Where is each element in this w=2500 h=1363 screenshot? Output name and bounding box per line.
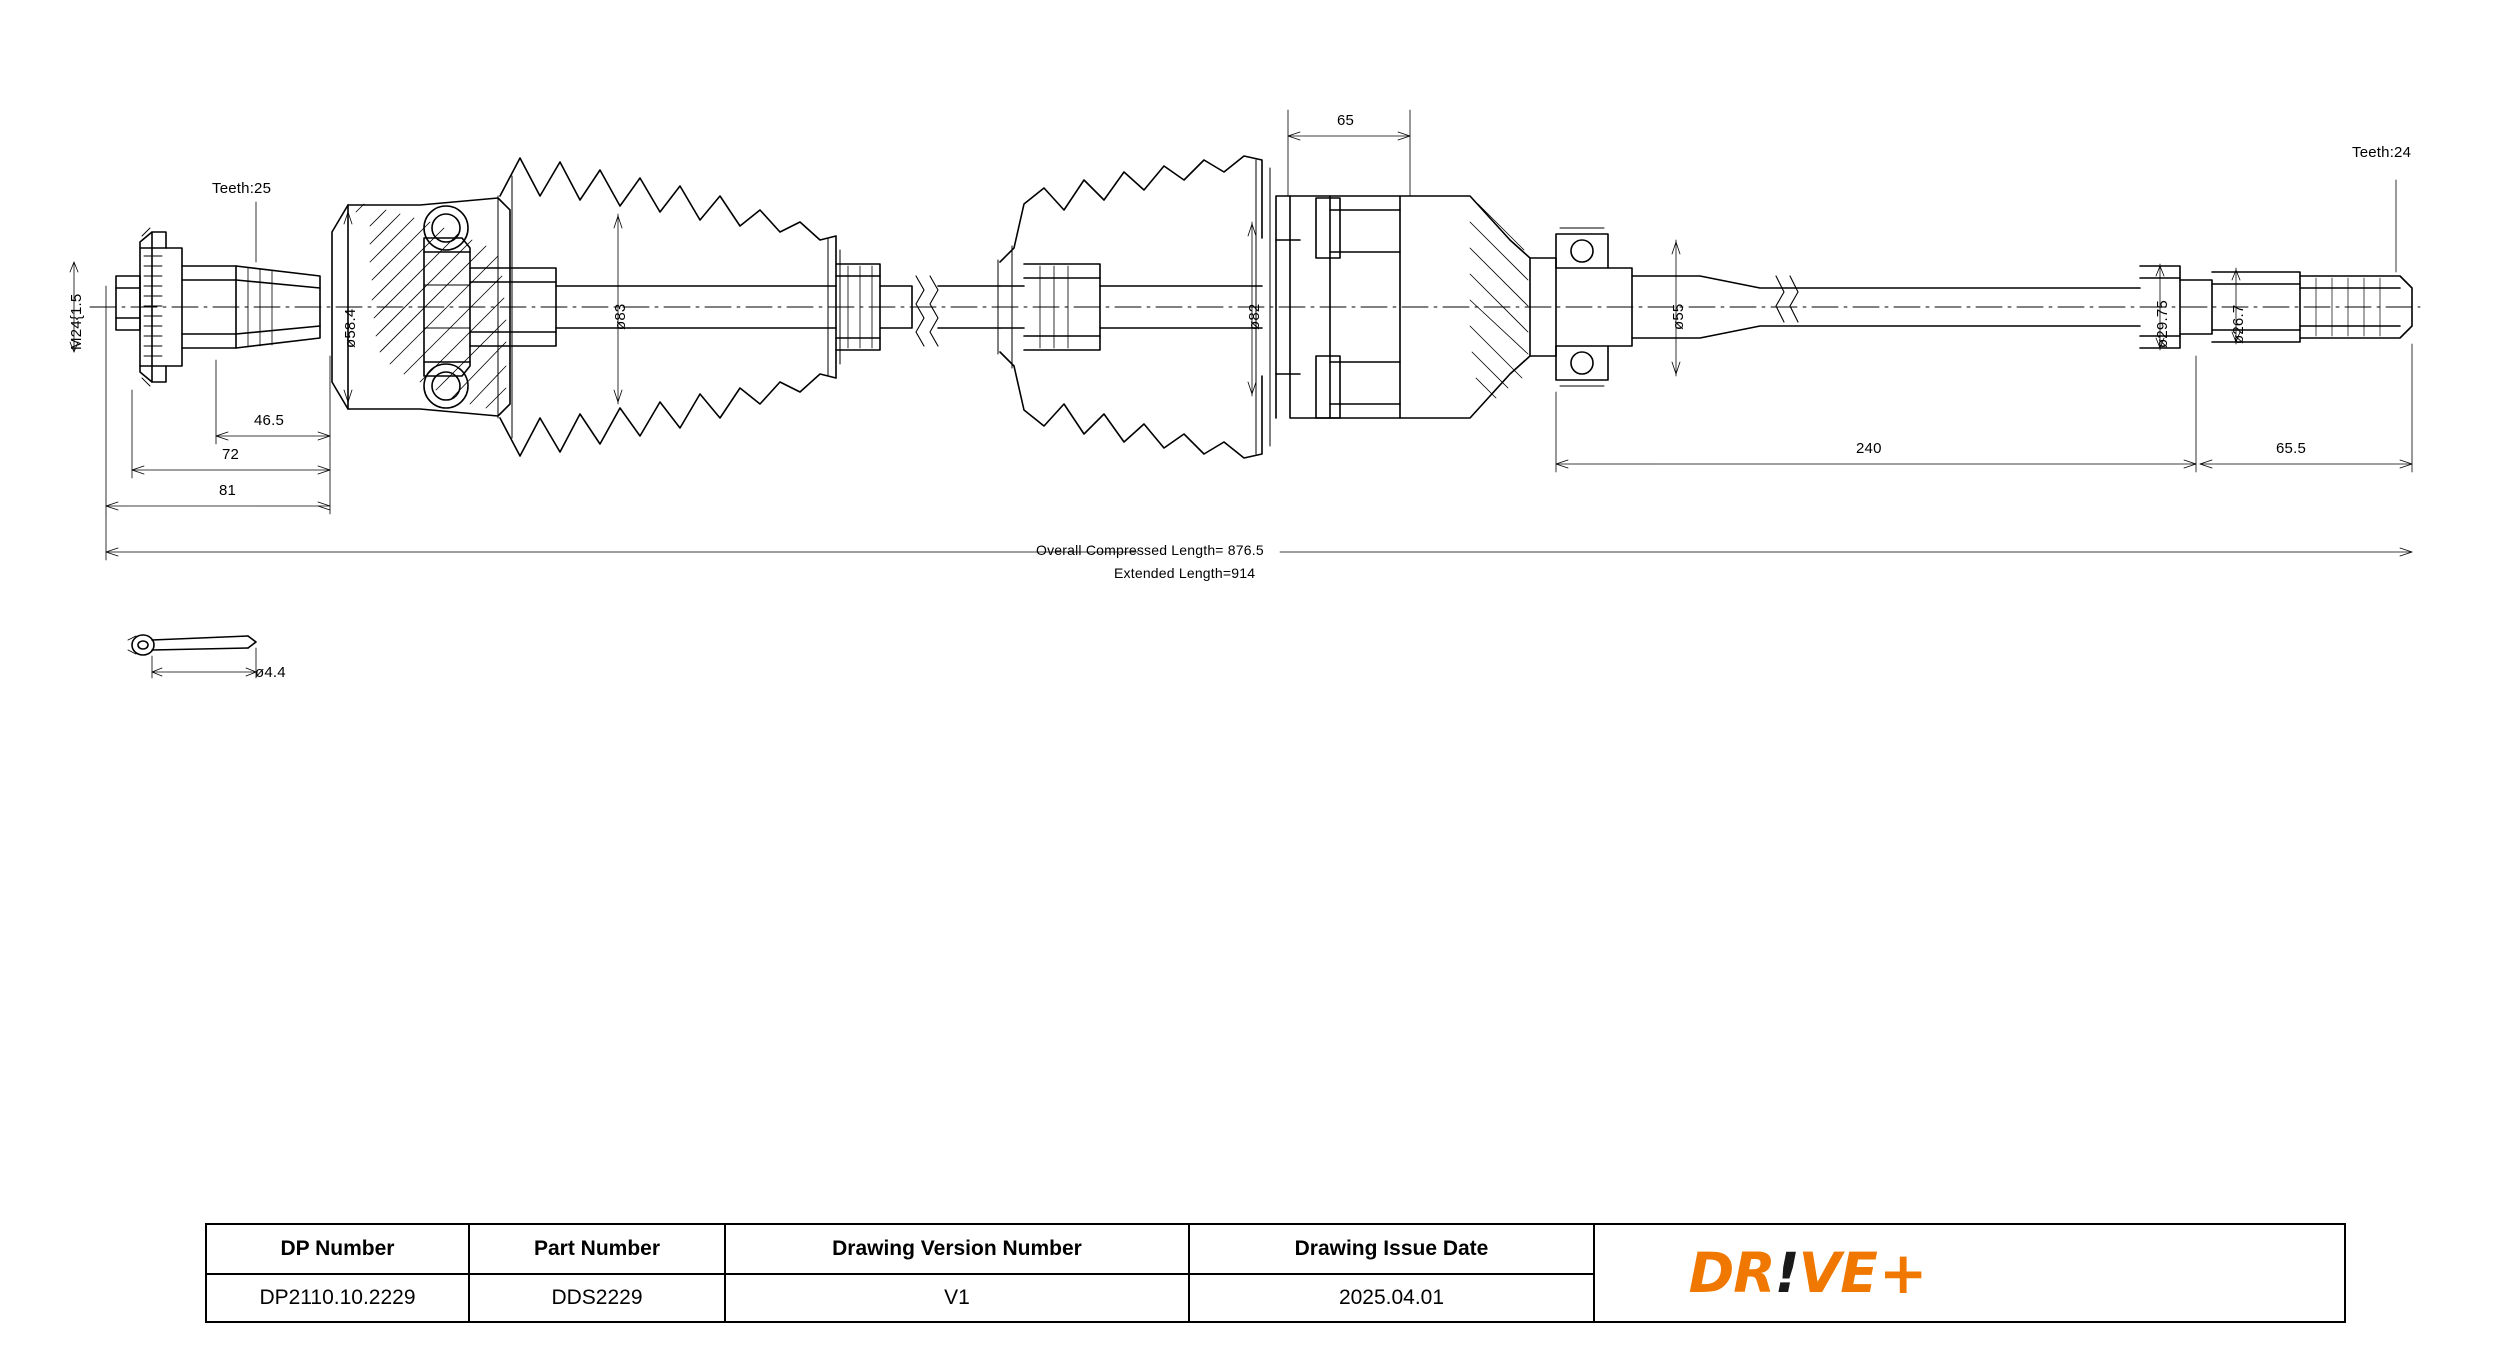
part-number-value: DDS2229: [551, 1285, 643, 1309]
annotation-teeth-right: Teeth:24: [2352, 144, 2412, 161]
annotation-dim-240: 240: [1856, 440, 1882, 457]
title-block-column-drawing-version: [726, 1225, 1190, 1321]
logo-part-ve: VE: [1798, 1240, 1877, 1305]
annotation-dia-26-7: ø26.7: [2230, 304, 2247, 344]
brand-logo: [1595, 1225, 2020, 1321]
dimension-lines: [70, 110, 2412, 560]
annotation-dia-29-75: ø29.75: [2154, 300, 2171, 348]
annotation-teeth-left: Teeth:25: [212, 180, 272, 197]
annotation-dim-72: 72: [222, 446, 240, 463]
issue-date-value: 2025.04.01: [1338, 1285, 1445, 1309]
cotter-pin-detail: [128, 635, 256, 678]
annotation-dim-65-5: 65.5: [2276, 440, 2306, 457]
title-block: [205, 1223, 2346, 1323]
annotation-thread-m24: M24{1.5: [68, 293, 85, 350]
annotation-dia-55: ø55: [1670, 303, 1687, 330]
annotation-extended-length: Extended Length=914: [1114, 565, 1256, 581]
logo-part-exclaim: !: [1774, 1240, 1799, 1305]
annotation-dia-4-4: ø4.4: [255, 664, 286, 681]
logo-part-dr: DR: [1688, 1240, 1775, 1305]
annotation-overall-compressed-length: Overall Compressed Length= 876.5: [1036, 542, 1264, 558]
issue-date-header: Drawing Issue Date: [1190, 1225, 1593, 1275]
part-number-header: Part Number: [470, 1225, 724, 1275]
title-block-column-issue-date: [1190, 1225, 1595, 1321]
logo-part-plus: +: [1878, 1239, 1927, 1307]
dp-number-value: DP2110.10.2229: [259, 1285, 416, 1309]
drawing-version-header: Drawing Version Number: [726, 1225, 1188, 1275]
title-block-column-part-number: [470, 1225, 726, 1321]
annotation-dim-81: 81: [219, 482, 237, 499]
annotation-dim-65: 65: [1337, 112, 1355, 129]
annotation-dim-46-5: 46.5: [254, 412, 284, 429]
annotation-dia-58-4: ø58.4: [342, 308, 359, 348]
drawing-version-value: V1: [944, 1285, 970, 1309]
brand-logo-text: [1688, 1239, 1927, 1307]
dp-number-header: DP Number: [207, 1225, 468, 1275]
annotation-dia-82: ø82: [1246, 303, 1263, 330]
annotation-dia-83: ø83: [612, 303, 629, 330]
title-block-column-dp-number: [207, 1225, 470, 1321]
